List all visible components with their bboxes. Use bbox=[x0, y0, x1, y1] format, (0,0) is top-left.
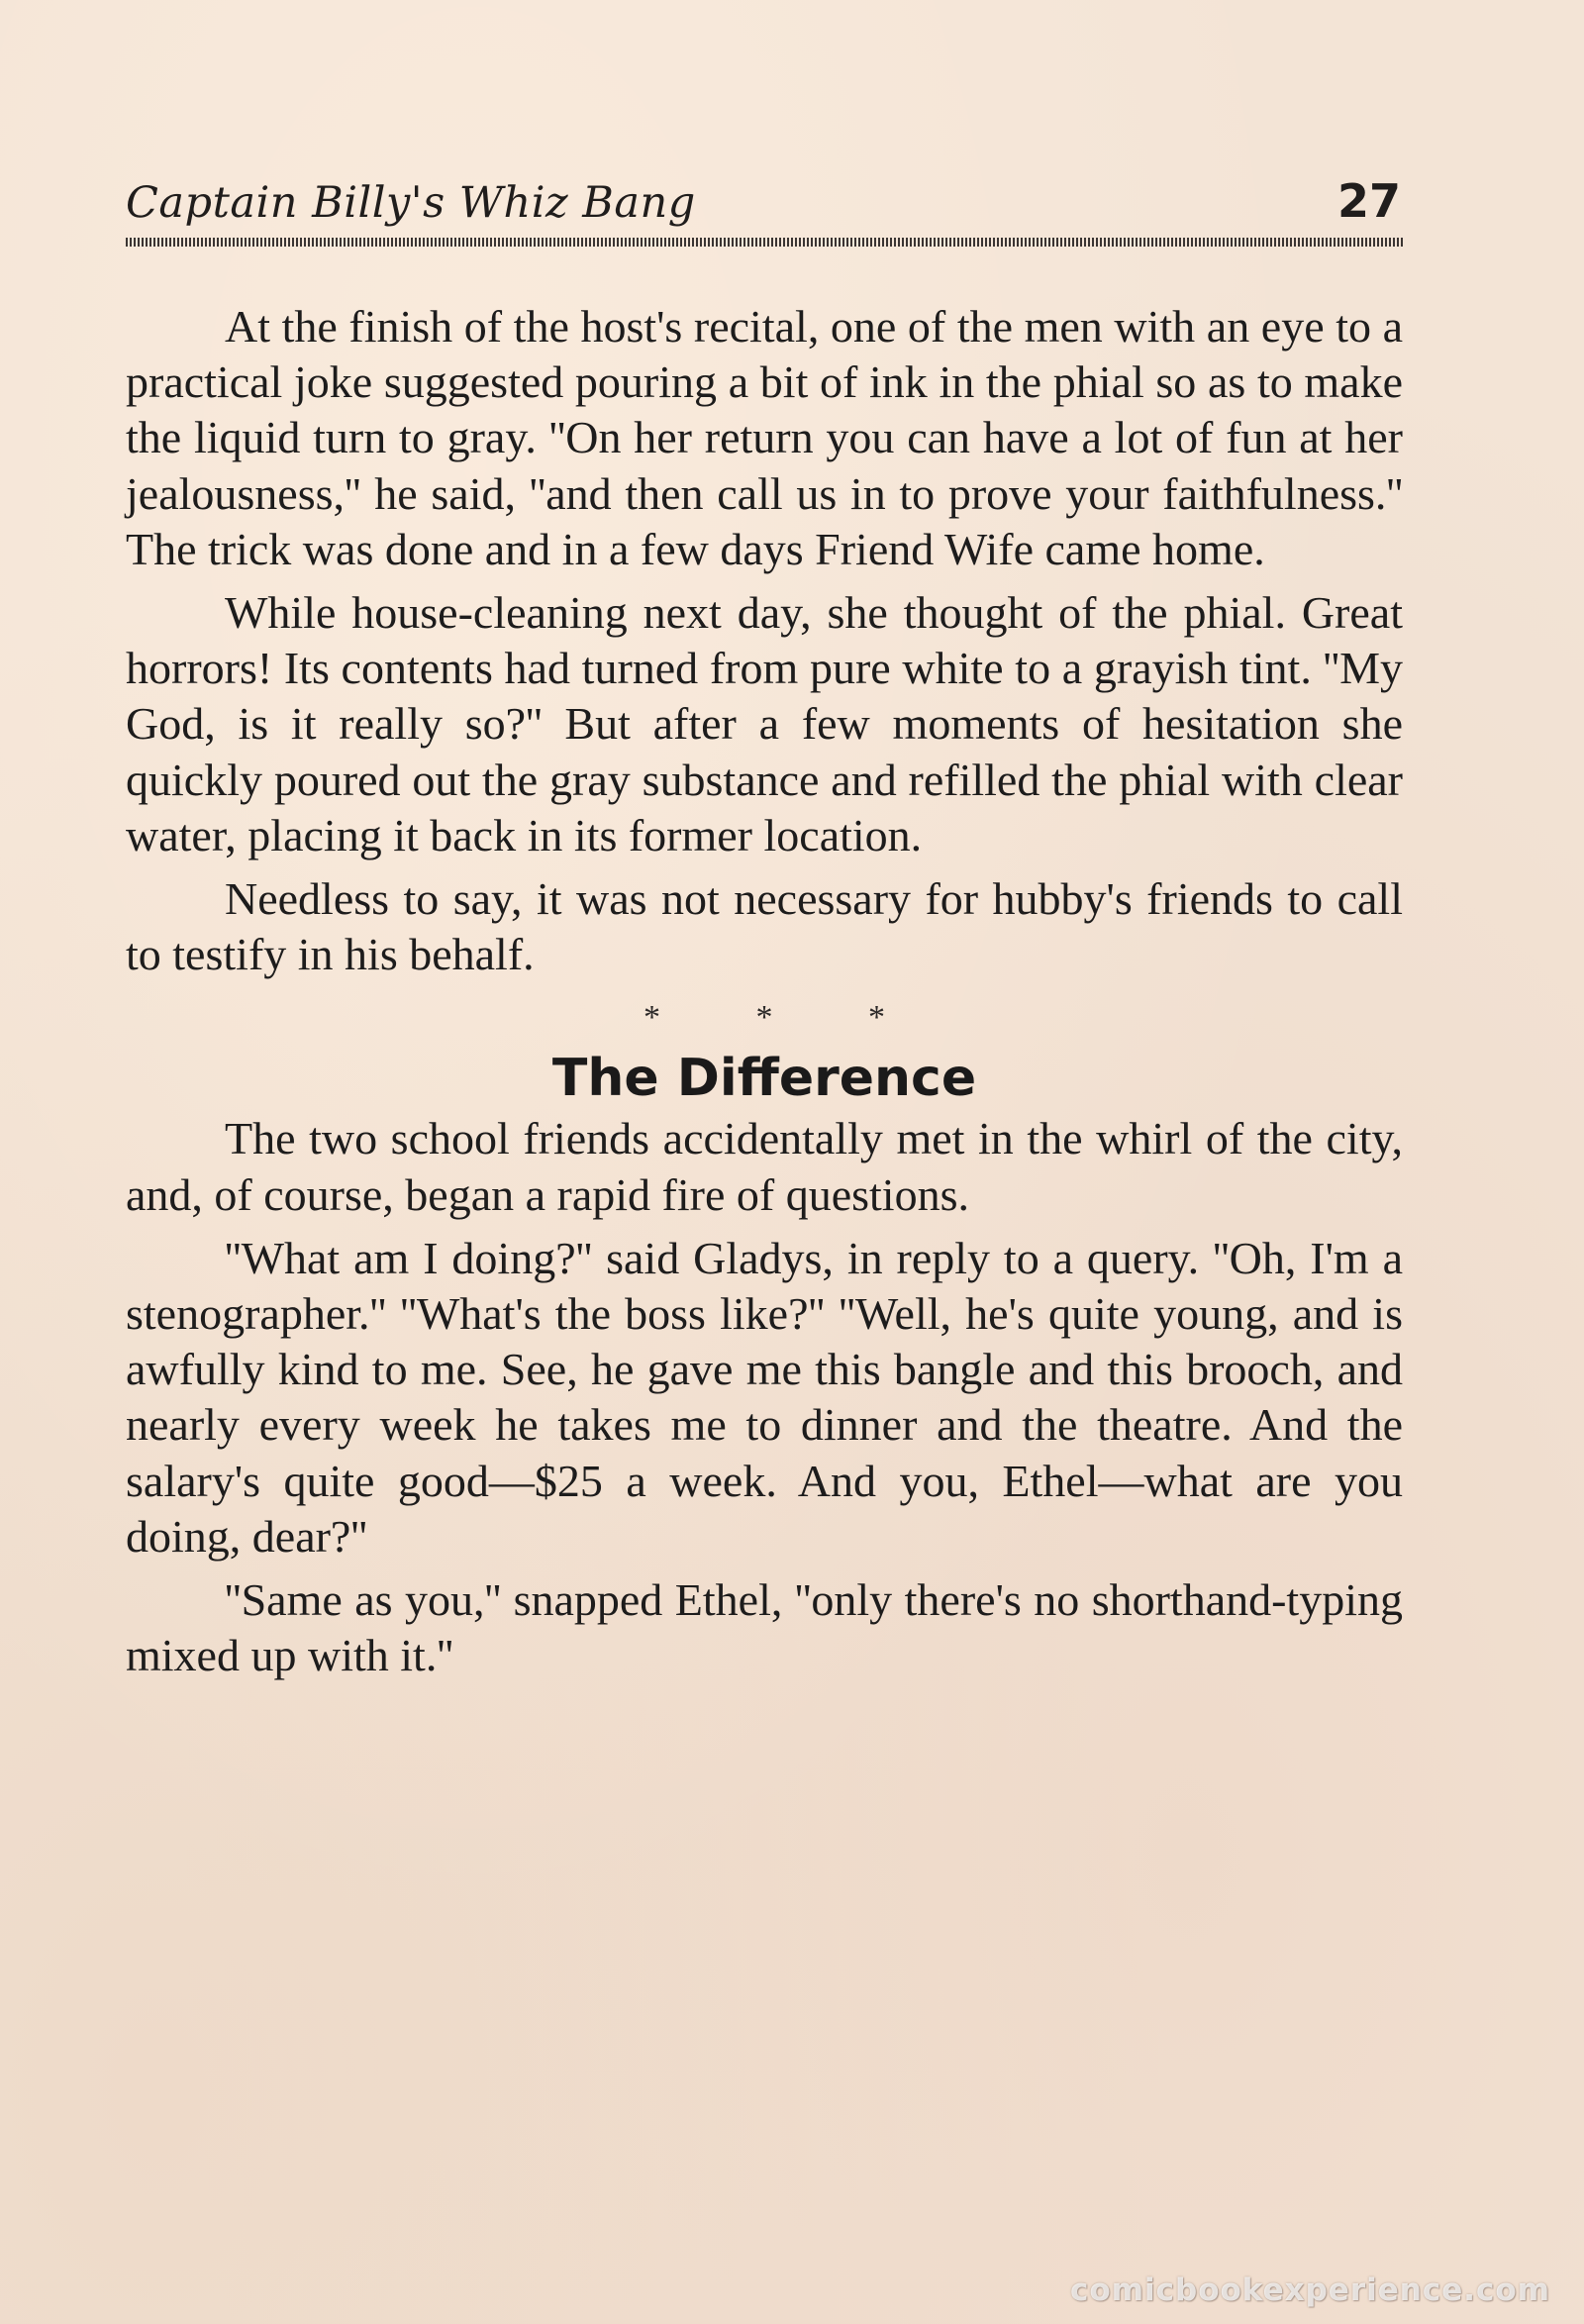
article-body bbox=[126, 299, 1403, 1683]
running-head bbox=[126, 168, 1403, 236]
story1-paragraph: While house-cleaning next day, she thought of the phial. Great horrors! Its contents had turned from pure white to a grayish tint. ''My God, is it really so?'' But after a few moments of hesitation she quickly poured out the gray substance and refilled the phial with clear water, placing it back in its former location. bbox=[126, 587, 1403, 860]
story1-paragraph: At the finish of the host's recital, one of the men with an eye to a practical joke suggested pouring a bit of ink in the phial so as to make the liquid turn to gray. ''On her return you can have a lot of fun at her jealousness,'' he said, ''and then call us in to prove your faithfulness.'' The trick was done and in a few days Friend Wife came home. bbox=[126, 301, 1403, 574]
story2-paragraph: ''Same as you,'' snapped Ethel, ''only there's no shorthand-typing mixed up with it.'' bbox=[126, 1574, 1403, 1681]
story1-paragraph: Needless to say, it was not necessary for hubby's friends to call to testify in his behalf. bbox=[126, 873, 1403, 980]
story2-title: The Difference bbox=[551, 1049, 977, 1109]
site-watermark: comicbookexperience.com bbox=[1070, 2273, 1550, 2308]
running-title: Captain Billy's Whiz Bang bbox=[126, 178, 696, 228]
story2-paragraph: The two school friends accidentally met in the whirl of the city, and, of course, began a rapid fire of questions. bbox=[126, 1113, 1403, 1220]
section-separator: * * * bbox=[644, 999, 929, 1037]
page-content bbox=[126, 168, 1403, 1691]
story2-paragraph: ''What am I doing?'' said Gladys, in reply to a query. ''Oh, I'm a stenographer.'' ''What's the boss like?'' ''Well, he's quite young, and is awfully kind to me. See, he gave me this bangle and this brooch, and nearly every week he takes me to dinner and the theatre. And the salary's quite good—$25 a week. And you, Ethel—what are you doing, dear?'' bbox=[126, 1232, 1403, 1562]
header-rule bbox=[126, 238, 1403, 247]
page-number: 27 bbox=[1336, 174, 1401, 228]
